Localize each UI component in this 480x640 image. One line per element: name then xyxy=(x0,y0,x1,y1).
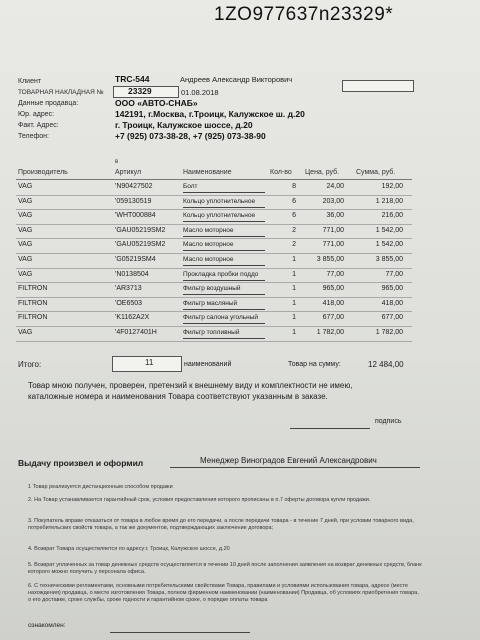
cell-price: 771,00 xyxy=(322,226,344,234)
name-underline xyxy=(183,294,265,295)
cell-manufacturer: VAG xyxy=(18,183,33,190)
name-underline xyxy=(183,192,265,193)
familiarized-line xyxy=(110,632,250,633)
term-5: 5. Возврат уплаченных за товар денежных средств осуществляется в течении 10 дней после заполнения заявления на возврат денежных средств, бланк которого можно получить у персонала офиса. xyxy=(28,562,422,575)
cell-article: 'OE6503 xyxy=(115,299,143,307)
cell-manufacturer: VAG xyxy=(18,241,33,249)
cell-manufacturer: FILTRON xyxy=(18,314,48,322)
col-price: Цена, руб. xyxy=(305,169,340,176)
cell-name: Фильтр масляный xyxy=(183,299,238,307)
cell-sum: 677,00 xyxy=(381,314,403,322)
col-manufacturer: Производитель xyxy=(18,169,68,176)
col-article: Артикул xyxy=(115,169,142,176)
row-rule xyxy=(16,224,412,225)
cell-price: 677,00 xyxy=(322,314,344,322)
waybill-date: 01.08.2018 xyxy=(181,88,219,97)
cell-sum: 1 218,00 xyxy=(375,197,403,205)
term-4: 4. Возврат Товара осуществляется по адресу:г. Троицк, Калужское шоссе, д.20 xyxy=(28,546,230,552)
cell-manufacturer: FILTRON xyxy=(18,285,48,293)
cell-name: Кольцо уплотнительное xyxy=(183,197,256,205)
name-underline xyxy=(183,338,265,339)
cell-price: 418,00 xyxy=(322,299,344,307)
phone-label: Телефон: xyxy=(18,133,49,140)
cell-article: '4F0127401H xyxy=(115,329,157,336)
legal-address-label: Юр. адрес: xyxy=(18,111,55,118)
name-underline xyxy=(183,221,265,222)
cell-sum: 418,00 xyxy=(381,299,403,307)
name-underline xyxy=(183,207,265,208)
cell-name: Фильтр топливный xyxy=(183,329,240,336)
name-underline xyxy=(183,265,265,266)
cell-manufacturer: FILTRON xyxy=(18,299,48,307)
cell-qty: 1 xyxy=(292,285,296,293)
cell-qty: 1 xyxy=(292,314,296,322)
cell-name: Фильтр воздушный xyxy=(183,285,241,293)
cell-manufacturer: VAG xyxy=(18,329,33,336)
name-underline xyxy=(183,236,265,237)
name-underline xyxy=(183,280,265,281)
items-count: 11 xyxy=(145,358,154,367)
cell-name: Масло моторное xyxy=(183,241,234,249)
client-name: Андреев Александр Викторович xyxy=(180,75,293,84)
cell-article: 'N0138504 xyxy=(115,270,149,278)
cell-price: 1 782,00 xyxy=(316,329,344,336)
issued-by-label: Выдачу произвел и оформил xyxy=(18,458,144,468)
name-underline xyxy=(183,309,265,310)
term-3: 3. Покупатель вправе отказаться от товара в любое время до его передачи, а после передачи товара - в течение 7 дней, при условии товарного вида, потребительских свойств товара, а так же документов, подтверждающих заключение договора; xyxy=(28,518,414,531)
cell-price: 3 855,00 xyxy=(316,256,344,263)
cell-sum: 216,00 xyxy=(381,212,403,220)
cell-sum: 1 542,00 xyxy=(375,226,403,234)
cell-article: 'WHT000884 xyxy=(115,212,156,220)
cell-sum: 3 855,00 xyxy=(375,256,403,263)
cell-manufacturer: VAG xyxy=(18,226,33,234)
cell-manufacturer: VAG xyxy=(18,270,33,278)
row-rule xyxy=(16,238,412,239)
signature-label: подпись xyxy=(375,418,402,425)
row-rule xyxy=(16,326,412,327)
cell-article: 'GAU05219SM2 xyxy=(115,226,166,234)
cell-qty: 6 xyxy=(292,212,296,220)
cell-name: Прокладка пробки поддо xyxy=(183,270,259,278)
blank-field-box xyxy=(342,80,414,92)
cell-sum: 1 542,00 xyxy=(375,241,403,249)
seller-name: ООО «АВТО-СНАБ» xyxy=(115,98,198,108)
cell-qty: 1 xyxy=(292,299,296,307)
actual-address: г. Троицк, Калужское шоссе, д.20 xyxy=(115,120,253,130)
row-rule xyxy=(16,282,412,283)
actual-address-label: Факт. Адрес: xyxy=(18,122,59,129)
client-label: Клиент xyxy=(18,78,42,85)
cell-price: 77,00 xyxy=(326,270,344,278)
row-rule xyxy=(16,311,412,312)
row-rule xyxy=(16,268,412,269)
manager-name: Менеджер Виноградов Евгений Александрович xyxy=(200,456,377,465)
waybill-number: 23329 xyxy=(128,86,152,96)
cell-manufacturer: VAG xyxy=(18,197,33,205)
row-rule xyxy=(16,195,412,196)
cell-article: 'AR3713 xyxy=(115,285,142,293)
cell-qty: 1 xyxy=(292,256,296,263)
row-rule xyxy=(16,341,412,342)
term-2: 2. На Товар устанавливается гарантийный срок, условия предоставления которого прописаны в п.7 оферты договора купли продажи. xyxy=(28,497,371,503)
cell-qty: 2 xyxy=(292,241,296,249)
cell-qty: 8 xyxy=(292,183,296,190)
name-underline xyxy=(183,323,265,324)
cell-name: Болт xyxy=(183,183,198,190)
legal-address: 142191, г.Москва, г.Троицк, Калужское ш. д.20 xyxy=(115,109,305,119)
column-top-marker: в xyxy=(115,159,119,165)
row-rule xyxy=(16,209,412,210)
total-sum: 12 484,00 xyxy=(368,360,404,369)
items-count-label: наименований xyxy=(184,361,232,368)
cell-price: 203,00 xyxy=(322,197,344,205)
cell-article: 'GAU05219SM2 xyxy=(115,241,166,249)
cell-name: Кольцо уплотнительное xyxy=(183,212,256,220)
phone: +7 (925) 073-38-28, +7 (925) 073-38-90 xyxy=(115,131,266,141)
cell-price: 36,00 xyxy=(326,212,344,220)
cell-manufacturer: VAG xyxy=(18,256,33,263)
cell-sum: 192,00 xyxy=(381,183,403,190)
cell-qty: 6 xyxy=(292,197,296,205)
row-rule xyxy=(16,297,412,298)
cell-name: Фильтр салона угольный xyxy=(183,314,259,322)
cell-sum: 965,00 xyxy=(381,285,403,293)
cell-price: 965,00 xyxy=(322,285,344,293)
cell-manufacturer: VAG xyxy=(18,212,33,220)
term-1: 1 Товар реализуется дистанционным способом продажи xyxy=(28,484,173,490)
cell-qty: 1 xyxy=(292,329,296,336)
manager-underline xyxy=(170,467,420,468)
cell-name: Масло моторное xyxy=(183,256,234,263)
cell-article: 'G05219SM4 xyxy=(115,256,156,263)
row-rule xyxy=(16,253,412,254)
name-underline xyxy=(183,250,265,251)
cell-qty: 1 xyxy=(292,270,296,278)
cell-sum: 77,00 xyxy=(385,270,403,278)
document-number: 1ZO977637n23329* xyxy=(214,4,394,25)
cell-price: 24,00 xyxy=(326,183,344,190)
receipt-statement: Товар мною получен, проверен, претензий к внешнему виду и комплектности не имею, каталожные номера и наименования Товара соответствуют указанным в заказе. xyxy=(28,381,353,401)
total-label: Итого: xyxy=(18,360,42,369)
cell-sum: 1 782,00 xyxy=(375,329,403,336)
term-6: 6. С техническими регламентами, основными потребительскими свойствами Товара, правилами и условиями использования товара, адресе (месте нахождения) продавца, о месте изготовления Товара, полном фирменном наименовании (наименовании) Продавца, об условиях приобретения товара, о его доставке, сроке службы, сроке годности и гарантийном сроке, о порядке оплаты товара xyxy=(28,583,419,603)
col-name: Наименование xyxy=(183,169,232,176)
waybill-label: ТОВАРНАЯ НАКЛАДНАЯ № xyxy=(18,89,104,96)
signature-line xyxy=(290,428,370,429)
col-qty: Кол-во xyxy=(270,169,292,176)
col-sum: Сумма, руб. xyxy=(356,169,396,176)
cell-article: '059130519 xyxy=(115,197,152,205)
cell-price: 771,00 xyxy=(322,241,344,249)
sum-label: Товар на сумму: xyxy=(288,361,341,368)
cell-article: 'N90427502 xyxy=(115,183,153,190)
cell-article: 'K1162A2X xyxy=(115,314,150,322)
client-code: TRC-544 xyxy=(115,74,150,84)
cell-qty: 2 xyxy=(292,226,296,234)
cell-name: Масло моторное xyxy=(183,226,234,234)
table-header-rule xyxy=(16,179,412,180)
seller-label: Данные продавца: xyxy=(18,100,79,107)
familiarized-label: ознакомлен: xyxy=(28,622,66,629)
